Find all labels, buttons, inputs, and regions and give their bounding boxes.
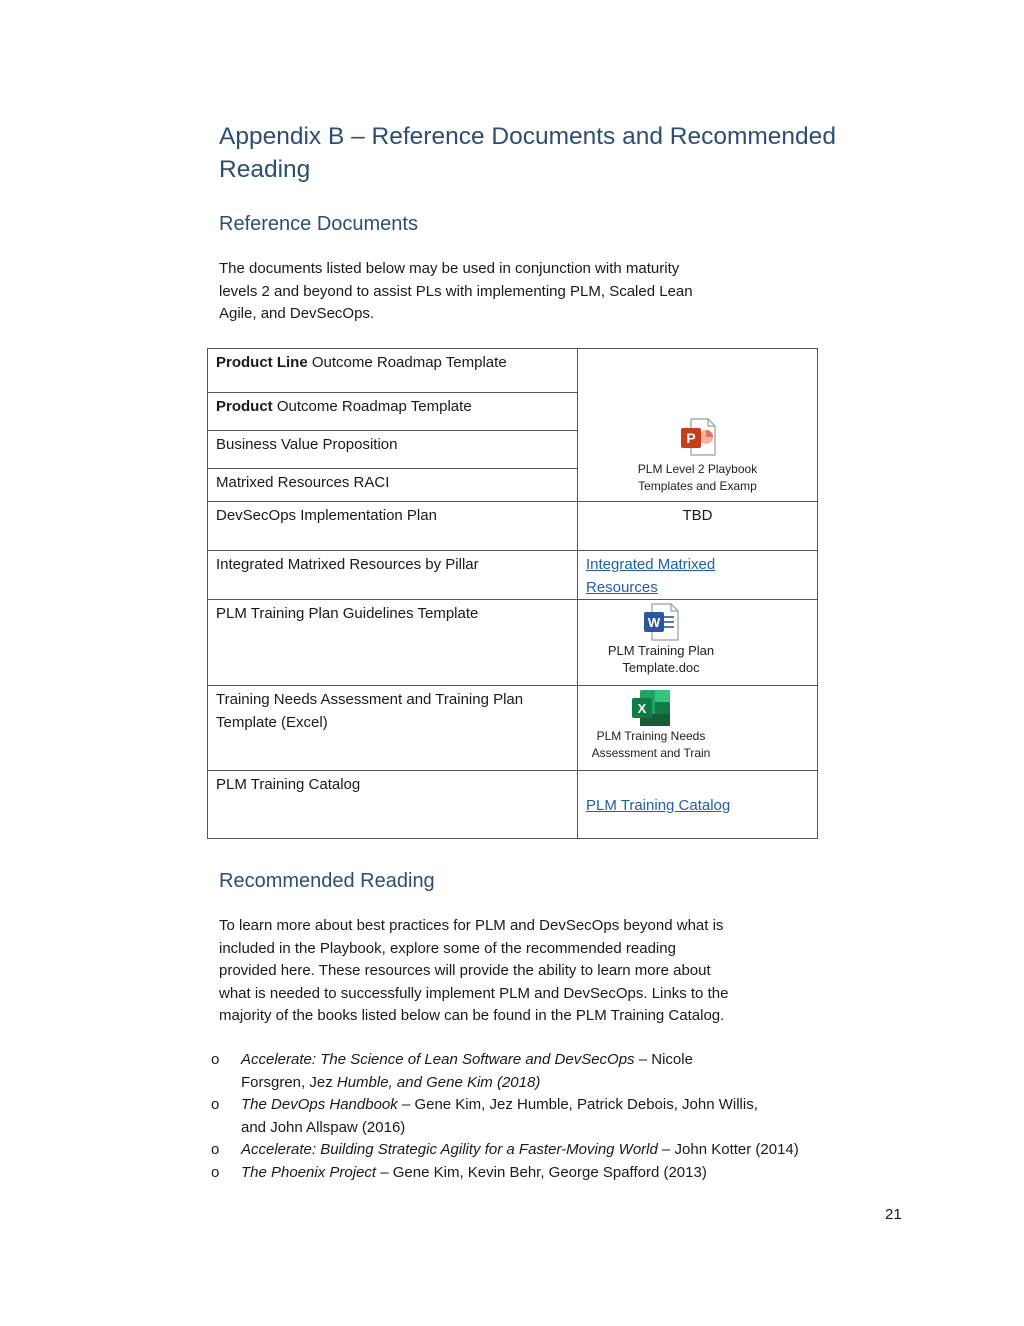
ppt-embed-cell [578,349,818,502]
doc-name-cell: Matrixed Resources RACI [208,469,578,502]
list-item: o The Phoenix Project – Gene Kim, Kevin Behr, George Spafford (2013) [211,1163,707,1181]
link-cell [578,551,818,600]
excel-embedded-file[interactable] [586,688,716,762]
doc-name-cell: PLM Training Plan Guidelines Template [208,600,578,686]
recommended-reading-heading: Recommended Reading [219,870,435,892]
reference-documents-table [207,348,818,839]
table-row [208,686,818,771]
doc-name-cell: PLM Training Catalog [208,771,578,839]
page-number: 21 [885,1206,902,1223]
list-item: o Accelerate: The Science of Lean Software and DevSecOps – Nicole Forsgren, Jez Humble, and Gene Kim (2018) [211,1051,693,1091]
excel-file-icon [630,688,672,728]
list-item: o The DevOps Handbook – Gene Kim, Jez Humble, Patrick Debois, John Willis, and John Allspaw (2016) [211,1096,758,1136]
doc-name-cell: DevSecOps Implementation Plan [208,502,578,551]
doc-name-cell: Product Outcome Roadmap Template [208,393,578,431]
tbd-cell: TBD [578,502,818,551]
word-caption: PLM Training Plan Template.doc [607,643,715,675]
table-row [208,551,818,600]
table-row [208,600,818,686]
plm-training-catalog-link[interactable]: PLM Training Catalog [586,796,731,814]
list-item: o Accelerate: Building Strategic Agility for a Faster-Moving World – John Kotter (2014) [211,1141,799,1158]
reference-documents-heading: Reference Documents [219,213,418,235]
recommended-reading-list [207,1049,907,1184]
table-row [208,771,818,839]
excel-embed-cell [578,686,818,771]
table-row [208,502,818,551]
ppt-caption: PLM Level 2 Playbook Templates and Examp [637,462,758,493]
doc-name-cell: Integrated Matrixed Resources by Pillar [208,551,578,600]
ppt-embedded-file[interactable] [586,417,809,495]
svg-text:W: W [647,615,661,630]
doc-name-cell: Business Value Proposition [208,431,578,469]
word-file-icon [642,602,680,642]
table-row [208,349,818,393]
excel-caption: PLM Training Needs Assessment and Train [591,729,711,760]
integrated-matrixed-resources-link[interactable]: Integrated Matrixed Resources [586,556,716,596]
doc-name-cell: Training Needs Assessment and Training Plan Template (Excel) [208,686,578,771]
svg-text:X: X [637,701,647,716]
reference-documents-intro: The documents listed below may be used in conjunction with maturity levels 2 and beyond to assist PLs with implementing PLM, Scaled Lean Agile, and DevSecOps. [219,260,693,322]
page-title: Appendix B – Reference Documents and Recommended Reading [219,123,836,183]
link-cell [578,771,818,839]
word-embed-cell [578,600,818,686]
recommended-reading-intro: To learn more about best practices for PLM and DevSecOps beyond what is included in the Playbook, explore some of the recommended reading provided here. These resources will provide the ability to learn more about what is needed to successfully implement PLM and DevSecOps. Links to the majority of the books listed below can be found in the PLM Training Catalog. [219,917,729,1024]
powerpoint-file-icon [679,417,717,457]
doc-name-cell: Product Line Outcome Roadmap Template [208,349,578,393]
svg-text:P: P [685,430,696,446]
word-embedded-file[interactable] [586,602,736,676]
